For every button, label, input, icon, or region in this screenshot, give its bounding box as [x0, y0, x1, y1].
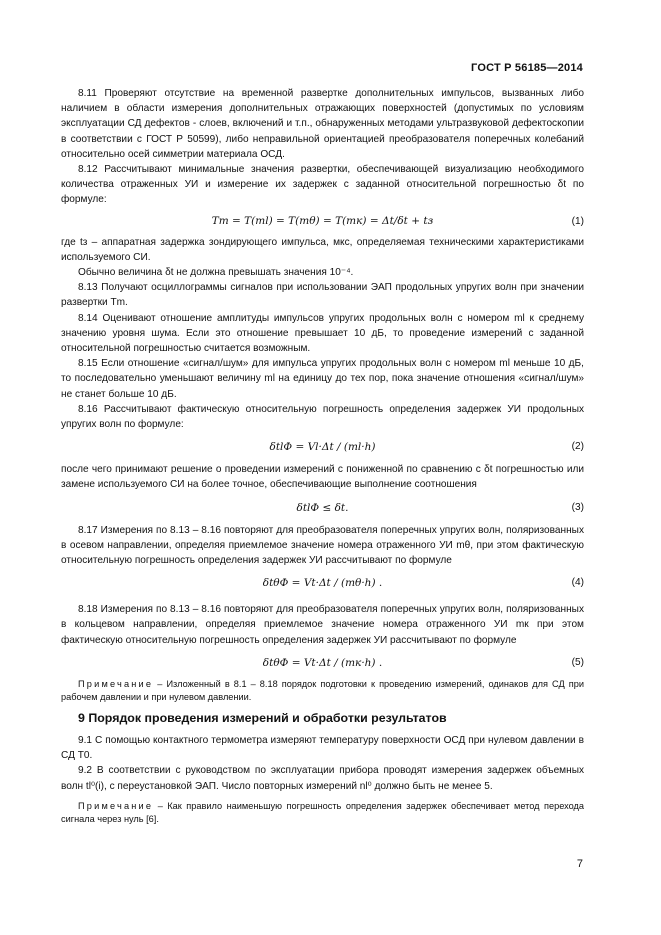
equation-5 — [61, 648, 584, 678]
note-2 — [61, 800, 584, 826]
note-1 — [61, 678, 584, 704]
page-number: 7 — [576, 858, 583, 870]
paragraph-8-17: 8.17 Измерения по 8.13 – 8.16 повторяют для преобразователя поперечных упругих волн, поляризованных в осевом направлении, определяя приемлемое значение номера отраженного УИ mθ, при этом фактическую относительную погрешность определения задержек УИ рассчитывают по формуле — [61, 524, 584, 567]
equation-5-number: (5) — [571, 656, 584, 668]
equation-1-number: (1) — [571, 215, 584, 227]
paragraph-8-15: 8.15 Если отношение «сигнал/шум» для импульса упругих продольных волн с номером ml меньше 10 дБ, то последовательно уменьшают величину ml на единицу до тех пор, пока значение отношения «сигнал/шум» не станет больше 10 дБ. — [61, 358, 584, 400]
equation-2-number: (2) — [571, 441, 584, 453]
equation-3-number: (3) — [571, 501, 584, 513]
equation-4 — [61, 568, 584, 598]
note-1-text: – Изложенный в 8.1 – 8.18 порядок подготовки к проведению измерений, одинаков для СД при рабочем давлении и при нулевом давлении. — [61, 678, 584, 702]
note-2-text: – Как правило наименьшую погрешность определения задержек обеспечивает метод перехода сигнала через нуль [6]. — [61, 800, 584, 824]
paragraph-where: где tз – аппаратная задержка зондирующего импульса, мкс, определяемая техническими характеристиками используемого СИ. — [61, 236, 584, 263]
equation-1-formula: Tm = T(ml) = T(mθ) = T(mк) = Δt/δt + tз — [211, 214, 434, 227]
equation-3-formula: δtlФ ≤ δt. — [296, 501, 349, 514]
equation-4-number: (4) — [571, 577, 584, 589]
equation-4-formula: δtθФ = Vt·Δt / (mθ·h) . — [262, 577, 383, 590]
section-9-heading: 9 Порядок проведения измерений и обработки результатов — [78, 710, 447, 725]
paragraph-usual-value: Обычно величина δt не должна превышать значения 10⁻⁴. — [78, 267, 354, 279]
equation-2 — [61, 432, 584, 462]
paragraph-8-13: 8.13 Получают осциллограммы сигналов при использовании ЭАП продольных упругих волн при значении развертки Tm. — [61, 282, 584, 309]
paragraph-9-1: 9.1 С помощью контактного термометра измеряют температуру поверхности ОСД при нулевом давлении в СД T0. — [61, 734, 584, 762]
paragraph-8-18: 8.18 Измерения по 8.13 – 8.16 повторяют для преобразователя поперечных упругих волн, поляризованных в кольцевом направлении, определяя приемлемое значение номера отраженного УИ mк при этом фактическую относительную погрешность определения задержек УИ рассчитывают по формуле — [61, 604, 584, 646]
document-code-header: ГОСТ Р 56185—2014 — [471, 62, 583, 74]
note-2-label: Примечание — [78, 800, 154, 811]
page-content — [61, 86, 584, 826]
equation-3 — [61, 493, 584, 523]
paragraph-8-11: 8.11 Проверяют отсутствие на временной развертке дополнительных импульсов, вызванных либо наличием в области измерения дополнительных отражающих поверхностей (допустимых по условиям эксплуатации СД дефектов - слоев, включений и т.п., обнаруженных методами ультразвуковой дефектоскопии в соответствии с ГОСТ Р 50599), либо неправильной ориентацией преобразователя поперечных колебаний относительно осей симметрии материала ОСД. — [61, 88, 584, 160]
equation-1 — [61, 208, 584, 235]
paragraph-9-2: 9.2 В соответствии с руководством по эксплуатации прибора проводят измерения задержек объемных волн tl⁰(i), с переустановкой ЭАП. Число повторных измерений nl⁰ должно быть не менее 5. — [61, 765, 584, 792]
paragraph-8-14: 8.14 Оценивают отношение амплитуды импульсов упругих продольных волн с номером ml к среднему значению уровня шума. Если это отношение превышает 10 дБ, то проведение измерений с заданной относительной погрешностью считается возможным. — [61, 312, 584, 355]
paragraph-8-16: 8.16 Рассчитывают фактическую относительную погрешность определения задержек УИ продольных упругих волн по формуле: — [61, 403, 584, 431]
paragraph-8-12: 8.12 Рассчитывают минимальные значения развертки, обеспечивающей визуализацию необходимого количества отраженных УИ и измерение их задержек с заданной относительной погрешностью δt по формуле: — [61, 164, 584, 206]
equation-2-formula: δtlФ = Vl·Δt / (ml·h) — [269, 441, 376, 454]
note-1-label: Примечание — [78, 678, 154, 689]
equation-5-formula: δtθФ = Vt·Δt / (mк·h) . — [262, 656, 383, 669]
paragraph-after-equation-2: после чего принимают решение о проведении измерений с пониженной по сравнению с δt погрешностью или замене используемого СИ на более точное, обеспечивающие выполнение соотношения — [61, 464, 584, 491]
